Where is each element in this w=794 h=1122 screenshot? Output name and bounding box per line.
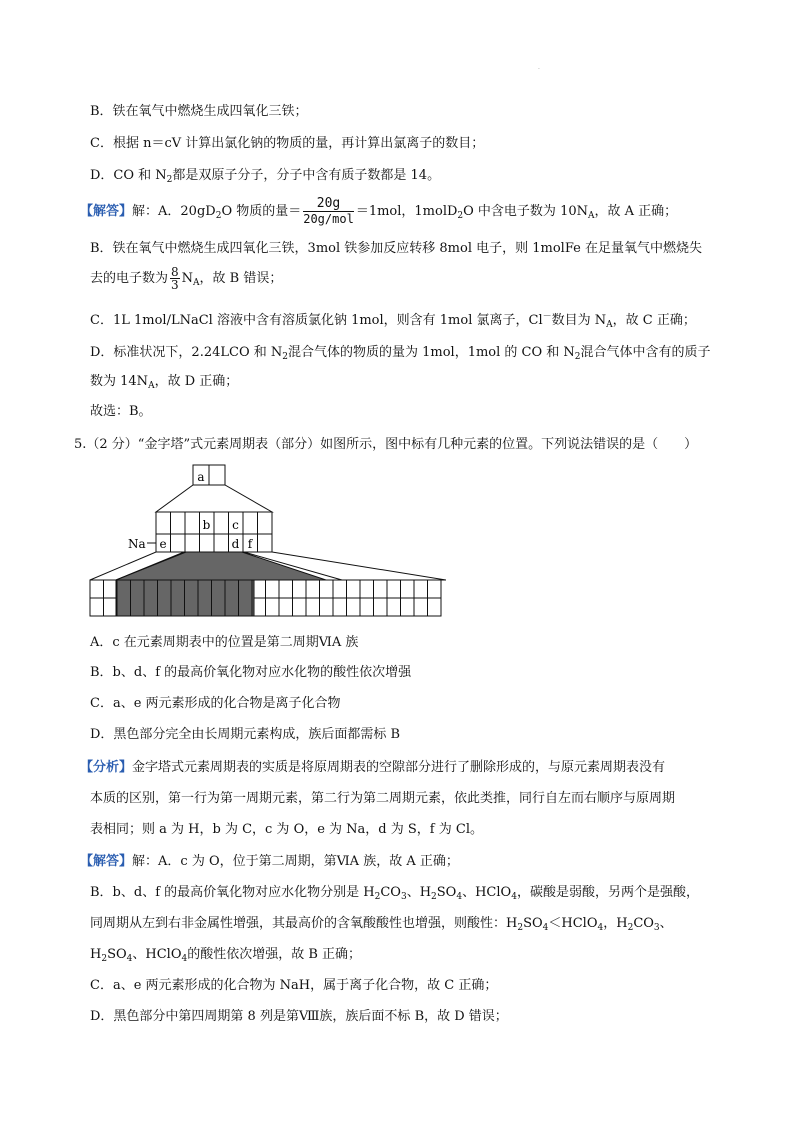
option-a: A．c 在元素周期表中的位置是第二周期ⅥA 族 (90, 635, 359, 650)
solution-a: 【解答】解：A．c 为 O，位于第二周期，第ⅥA 族，故 A 正确； (80, 854, 459, 869)
option-d: D．黑色部分完全由长周期元素构成，族后面都需标 B (90, 727, 401, 742)
label-c: c (232, 518, 239, 532)
solution-c: C．a、e 两元素形成的化合物为 NaH，属于离子化合物，故 C 正确； (90, 978, 498, 993)
label-a: a (197, 470, 205, 484)
answer-d-line1: D．标准状况下，2.24LCO 和 $N_2$混合气体的物质的量为 1mol，1mol 的 CO 和 $N_2$混合气体中含有的质子 (90, 345, 711, 362)
answer-tag: 【解答】 (80, 204, 133, 219)
choose-answer: 故选：B。 (90, 404, 152, 419)
question-5-stem: 5.（2 分）“金字塔”式元素周期表（部分）如图所示，图中标有几种元素的位置。下列说法错误的是（ ） (74, 437, 698, 452)
hint-c: C．根据 n＝cV 计算出氯化钠的物质的量，再计算出氯离子的数目； (90, 136, 485, 151)
period-3-row (156, 534, 272, 552)
pyramid-periodic-table (86, 460, 446, 620)
hint-d: D．CO 和 $N_2$都是双原子分子，分子中含有质子数都是 14。 (90, 168, 441, 185)
label-e: e (159, 537, 167, 551)
solution-b-line3: $H_2SO_4$、HClO$_4$的酸性依次增强，故 B 正确； (90, 947, 362, 964)
option-b: B．b、d、f 的最高价氧化物对应水化物的酸性依次增强 (90, 665, 412, 680)
answer-d-line2: 数为 $14N_A$，故 D 正确； (90, 374, 239, 391)
fraction-mass: $\frac{20g}{\text{20g/mol}}$ (303, 196, 354, 226)
period-2-row (156, 512, 272, 534)
label-d: d (231, 537, 240, 551)
label-f: f (247, 537, 253, 551)
analysis-tag: 【分析】 (80, 760, 133, 775)
answer-b-line1: B．铁在氧气中燃烧生成四氧化三铁，3mol 铁参加反应转移 8mol 电子，则 1molFe 在足量氧气中燃烧失 (90, 241, 702, 256)
answer-a: 【解答】解：A．$20gD_2O$ 物质的量＝ $\frac{20g}{\text{20g/mol}}$ ＝1mol，1molD$_2$O 中含电子数为 $10N_A$，故 A 正确； (80, 196, 678, 226)
solution-b-line1: B．b、d、f 的最高价氧化物对应水化物分别是 $H_2CO_3$、$H_2SO_4$、HClO$_4$，碳酸是弱酸，另两个是强酸， (90, 885, 699, 902)
scan-dot: · (538, 66, 540, 73)
answer-b-line2: 去的电子数为 $\frac{8}{3}$ $N_A$，故 B 错误； (90, 265, 283, 292)
label-b: b (202, 518, 211, 532)
solution-d: D．黑色部分中第四周期第 8 列是第Ⅷ族，族后面不标 B，故 D 错误； (90, 1009, 508, 1024)
solution-tag: 【解答】 (80, 854, 133, 869)
fraction-eight-thirds: $\frac{8}{3}$ (171, 265, 179, 292)
analysis-line3: 表相同；则 a 为 H，b 为 C，c 为 O，e 为 Na，d 为 S，f 为 Cl。 (90, 822, 483, 837)
hint-b: B．铁在氧气中燃烧生成四氧化三铁； (90, 104, 308, 119)
option-c: C．a、e 两元素形成的化合物是离子化合物 (90, 696, 341, 711)
answer-c: C．1L 1mol/LNaCl 溶液中含有溶质氯化钠 1mol，则含有 1mol 氯离子，Cl－数目为 $N_A$，故 C 正确； (90, 312, 696, 330)
label-na: Na (128, 537, 146, 551)
analysis-line1: 【分析】金字塔式元素周期表的实质是将原周期表的空隙部分进行了删除形成的，与原元素周期表没有 (80, 760, 666, 775)
solution-b-line2: 同周期从左到右非金属性增强，其最高价的含氧酸酸性也增强，则酸性：$H_2SO_4<HClO_4$，$H_2CO_3$、 (90, 916, 673, 933)
analysis-line2: 本质的区别，第一行为第一周期元素，第二行为第二周期元素，依此类推，同行自左而右顺序与原周期 (90, 791, 676, 806)
